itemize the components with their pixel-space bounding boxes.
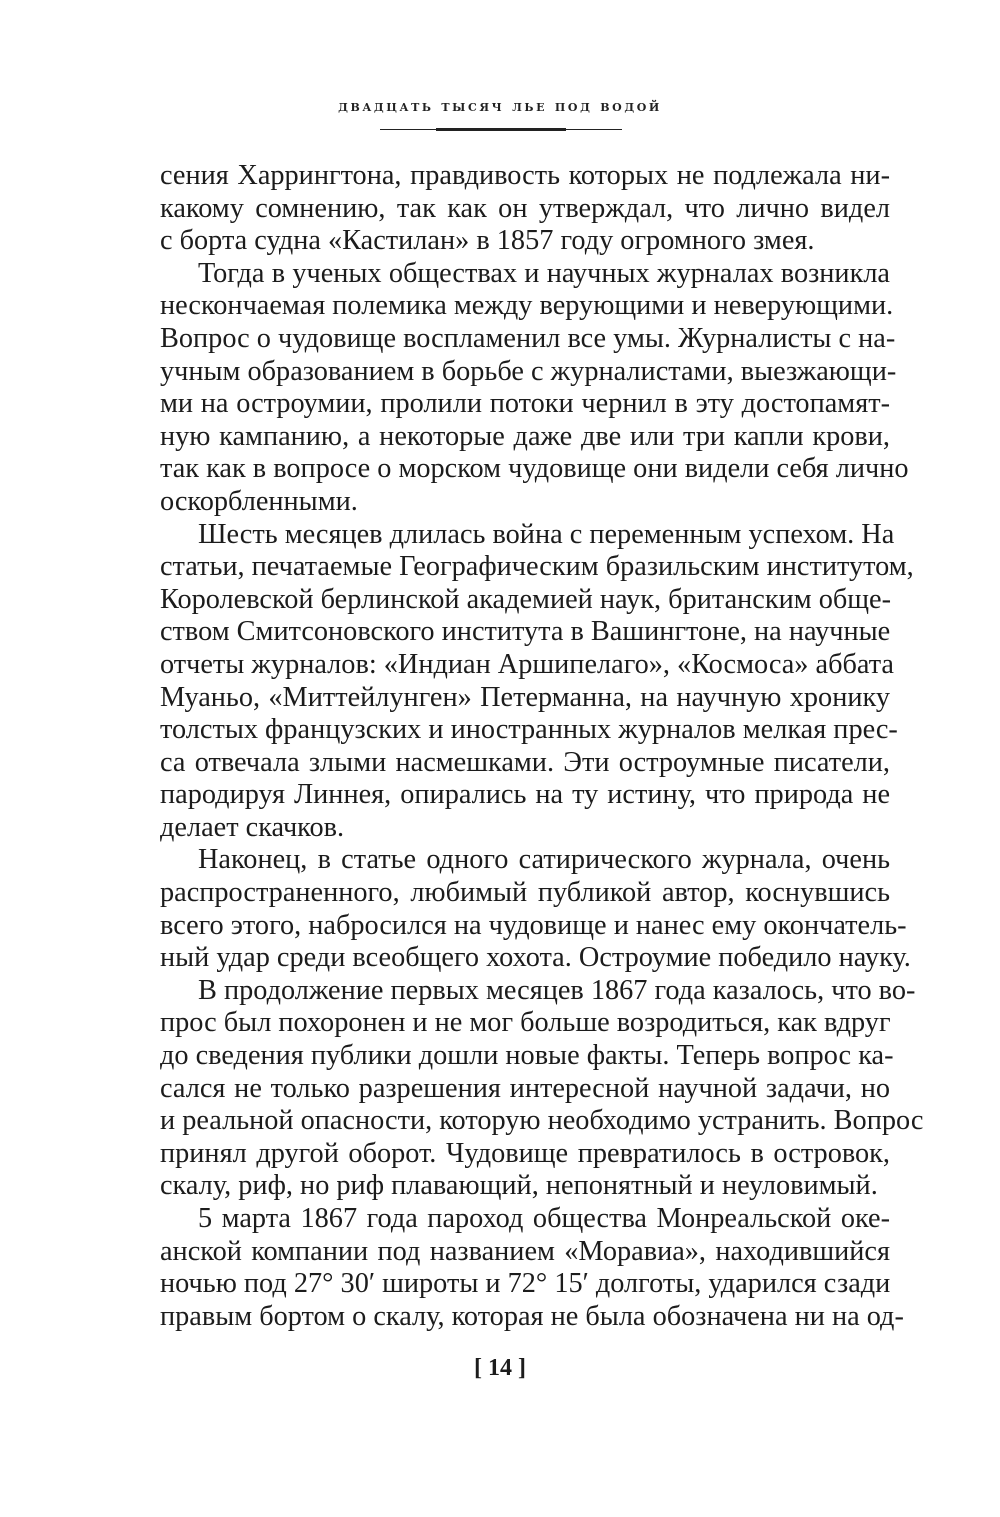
- paragraph: [160, 974, 924, 1203]
- paragraph: [160, 518, 914, 845]
- text-line: всего этого, набросился на чудовище и нанес ему окончатель-: [160, 909, 907, 941]
- text-line: учным образованием в борьбе с журналистами, выезжающи-: [160, 355, 897, 387]
- text-line: 5 марта 1867 года пароход общества Монреальской оке-: [198, 1203, 890, 1234]
- text-line: ный удар среди всеобщего хохота. Остроумие победило науку.: [160, 942, 911, 974]
- paragraph: [160, 160, 890, 258]
- paragraph: [160, 1203, 904, 1333]
- text-line: какому сомнению, так как он утверждал, что лично видел: [160, 192, 890, 224]
- text-line: ством Смитсоновского института в Вашингтоне, на научные: [160, 616, 891, 648]
- running-head: двадцать тысяч лье под водой: [338, 97, 662, 115]
- page-number: [ 14 ]: [474, 1355, 526, 1381]
- text-line: Вопрос о чудовище воспламенил все умы. Журналисты с на-: [160, 322, 896, 354]
- text-line: отчеты журналов: «Индиан Аршипелаго», «Космоса» аббата: [160, 648, 894, 680]
- rule-thick-line: [436, 128, 566, 131]
- text-line: правым бортом о скалу, которая не была обозначена ни на од-: [160, 1300, 904, 1332]
- text-line: прос был похоронен и не мог больше возродиться, как вдруг: [160, 1007, 891, 1039]
- text-line: Шесть месяцев длилась война с переменным успехом. На: [198, 518, 895, 550]
- text-line: толстых французских и иностранных журналов мелкая прес-: [160, 714, 898, 746]
- text-line: делает скачков.: [160, 811, 345, 843]
- text-line: оскорбленными.: [160, 485, 358, 517]
- text-line: Наконец, в статье одного сатирического журнала, очень: [198, 844, 890, 876]
- text-line: статьи, печатаемые Географическим бразильским институтом,: [160, 551, 914, 583]
- running-head-rule: [0, 128, 1000, 131]
- text-line: принял другой оборот. Чудовище превратилось в островок,: [160, 1137, 890, 1169]
- text-line: ную кампанию, а некоторые даже две или три капли крови,: [160, 420, 890, 452]
- text-line: ночью под 27° 30′ широты и 72° 15′ долготы, ударился сзади: [160, 1268, 891, 1300]
- text-line: нескончаемая полемика между верующими и неверующими.: [160, 290, 894, 322]
- paragraph: [160, 257, 909, 519]
- text-line: скалу, риф, но риф плавающий, непонятный и неуловимый.: [160, 1170, 878, 1202]
- text-line: анской компании под названием «Моравиа», находившийся: [160, 1235, 890, 1267]
- text-line: Муаньо, «Миттейлунген» Петерманна, на научную хронику: [160, 681, 890, 713]
- text-line: В продолжение первых месяцев 1867 года казалось, что во-: [198, 974, 916, 1006]
- text-line: ми на остроумии, пролили потоки чернил в эту достопамят-: [160, 388, 890, 420]
- text-line: так как в вопросе о морском чудовище они видели себя лично: [160, 453, 909, 485]
- text-line: с борта судна «Кастилан» в 1857 году огромного змея.: [160, 225, 815, 257]
- text-line: Королевской берлинской академией наук, британским обще-: [160, 583, 892, 615]
- text-line: сался не только разрешения интересной научной задачи, но: [160, 1072, 890, 1104]
- text-line: Тогда в ученых обществах и научных журналах возникла: [198, 257, 890, 289]
- text-line: сения Харрингтона, правдивость которых не подлежала ни-: [160, 160, 890, 191]
- text-line: пародируя Линнея, опирались на ту истину, что природа не: [160, 779, 890, 811]
- body-text: [160, 160, 924, 1333]
- text-line: са отвечала злыми насмешками. Эти остроумные писатели,: [160, 746, 890, 778]
- text-line: и реальной опасности, которую необходимо устранить. Вопрос: [160, 1105, 924, 1137]
- text-line: до сведения публики дошли новые факты. Теперь вопрос ка-: [160, 1040, 894, 1072]
- paragraph: [160, 844, 911, 974]
- text-line: распространенного, любимый публикой автор, коснувшись: [160, 877, 890, 909]
